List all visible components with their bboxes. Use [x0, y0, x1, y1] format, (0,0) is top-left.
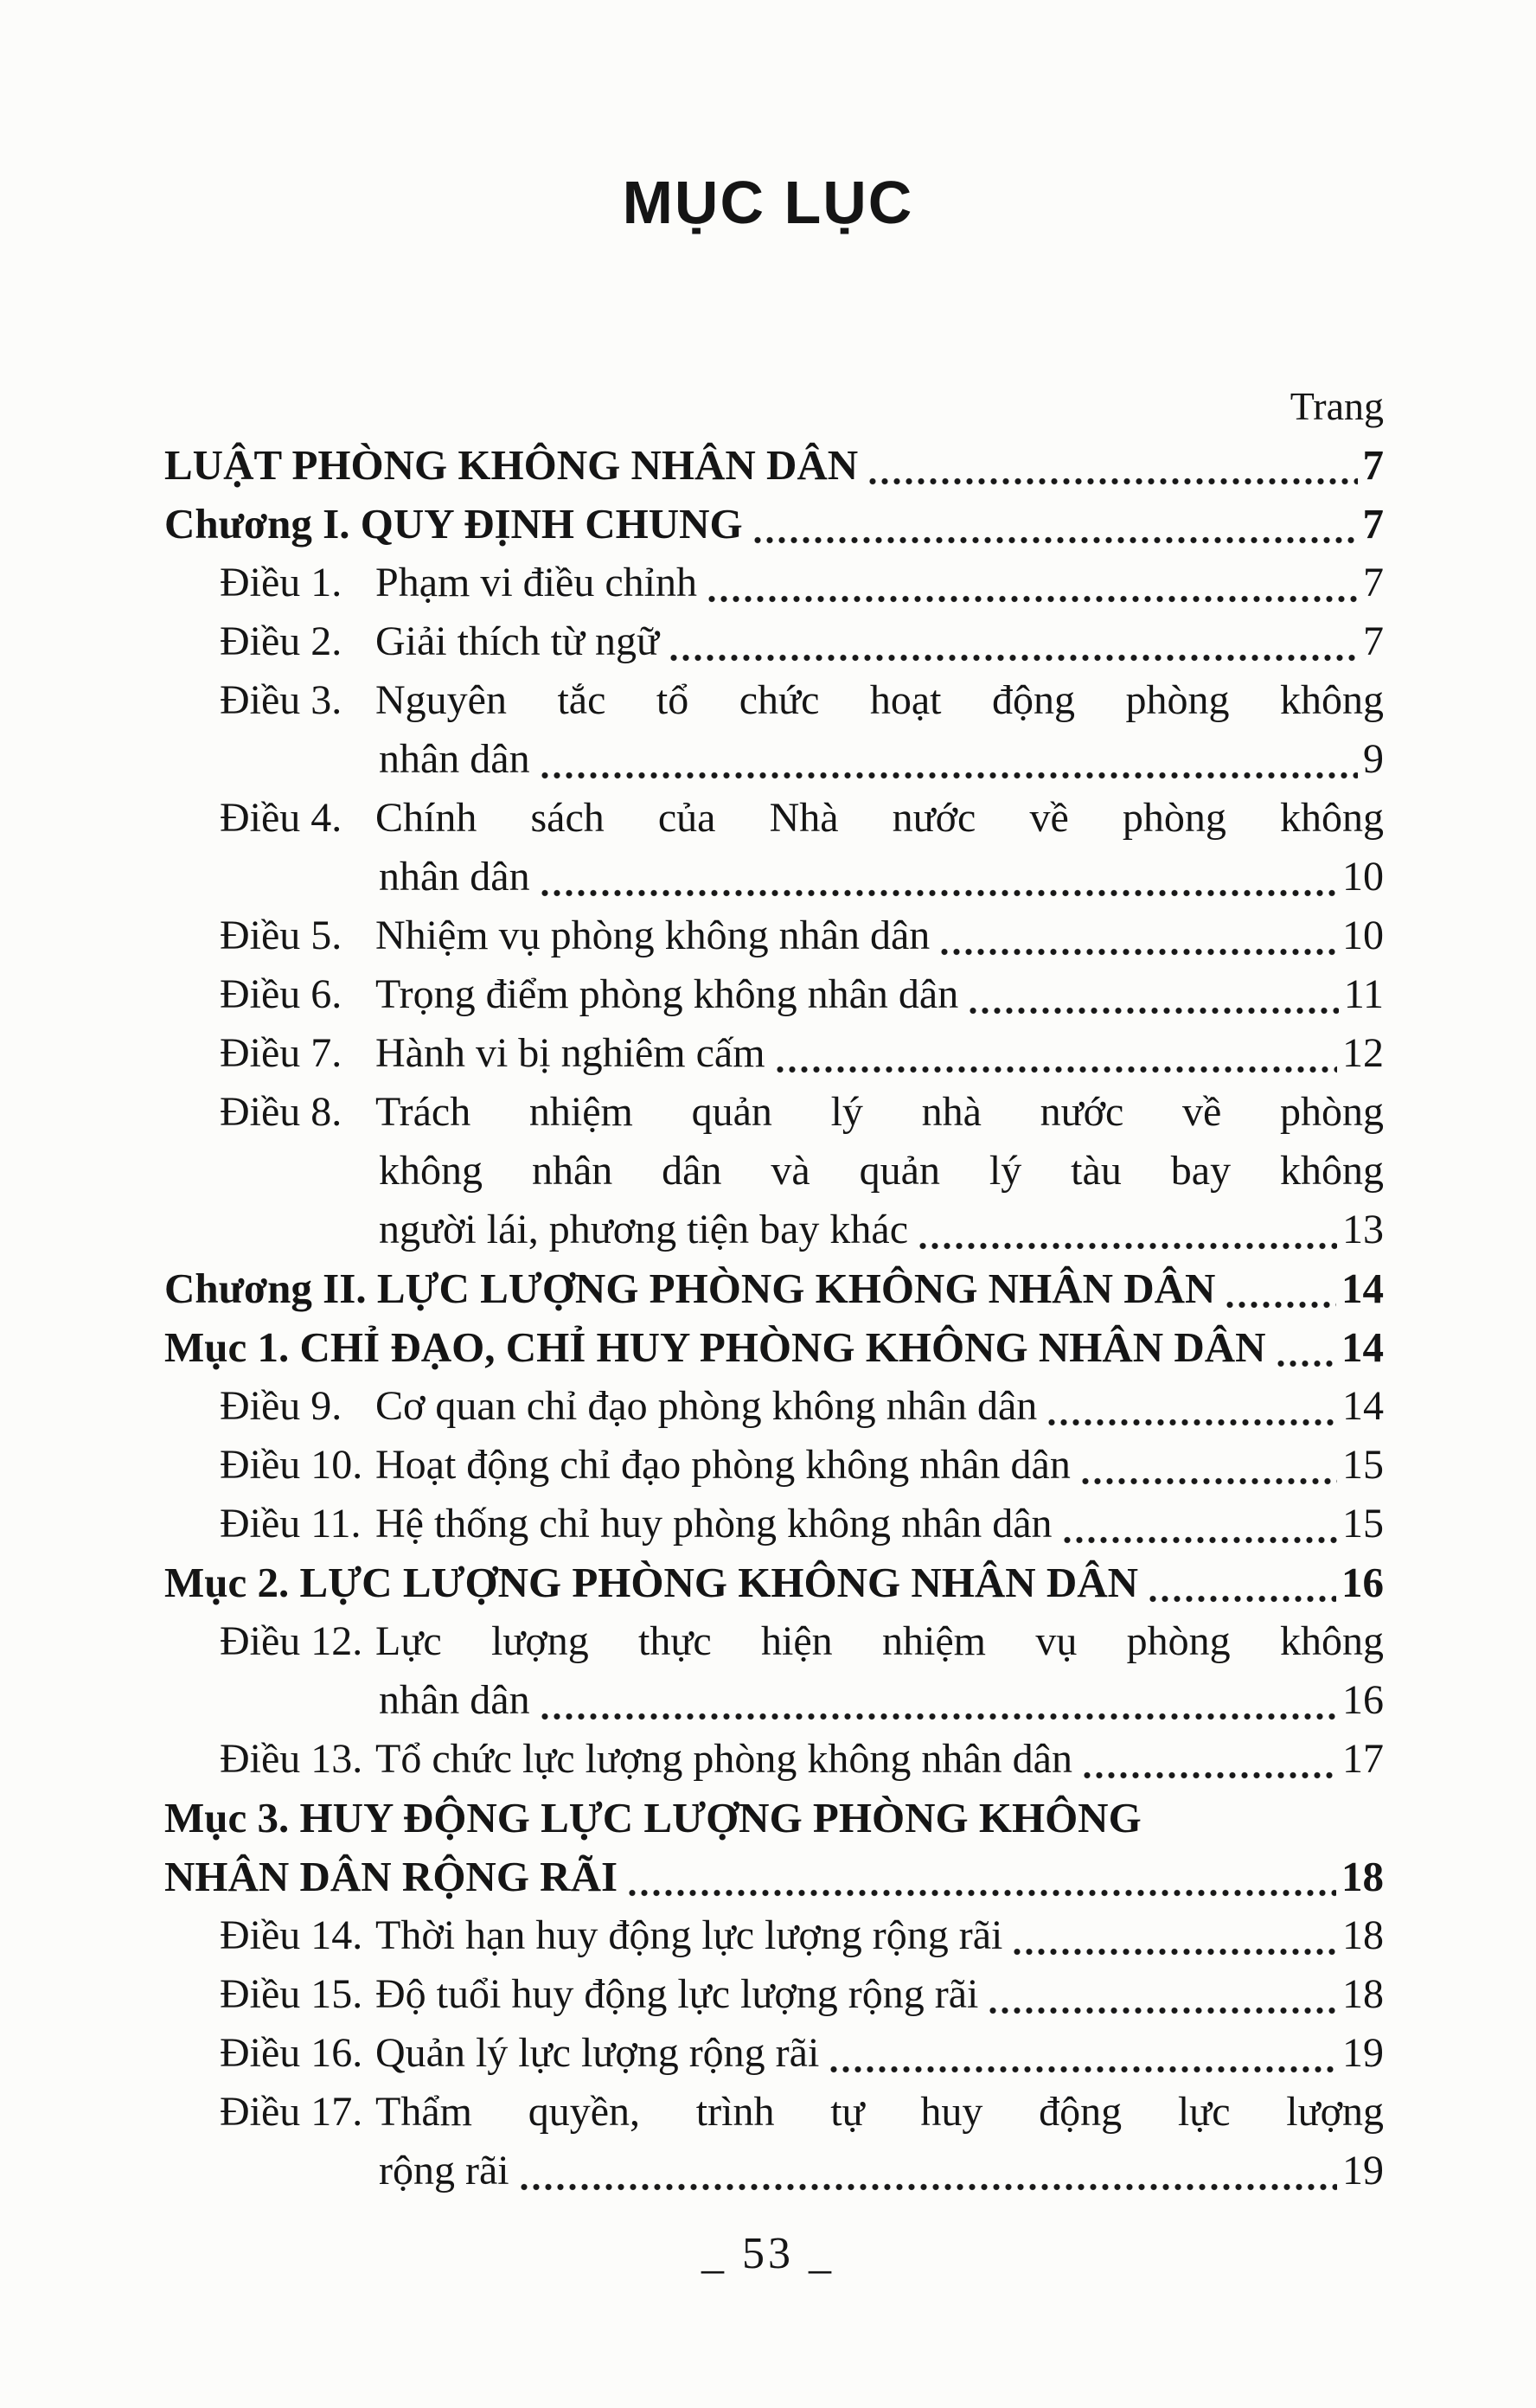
dotted-leader	[774, 1066, 1337, 1073]
entry-text: Thời hạn huy động lực lượng rộng rãi	[375, 1912, 1003, 1958]
entry-text: NHÂN DÂN RỘNG RÃI	[164, 1853, 618, 1900]
toc-line	[164, 436, 1384, 495]
page-number: 7	[1362, 500, 1384, 548]
entry-label: Điều 15.	[220, 1971, 363, 2017]
toc-line	[379, 2142, 1384, 2200]
dotted-leader	[626, 1889, 1336, 1897]
page-number: 10	[1342, 854, 1384, 900]
entry-text: Lực lượng thực hiện nhiệm vụ phòng không	[375, 1618, 1384, 1664]
entry-label: Điều 13.	[220, 1736, 363, 1782]
entry-label: Điều 10.	[220, 1442, 363, 1488]
toc-entry	[164, 2024, 1384, 2083]
toc-line	[220, 1083, 1384, 1142]
dotted-leader	[1011, 1948, 1337, 1956]
page-footer-number: _ 53 _	[701, 2229, 835, 2278]
page-number: 19	[1342, 2030, 1384, 2076]
dotted-leader	[987, 2007, 1337, 2014]
entry-label: Điều 12.	[220, 1618, 363, 1664]
toc-line	[379, 1142, 1384, 1201]
toc-line	[220, 1730, 1384, 1789]
toc-entry	[164, 1436, 1384, 1495]
dotted-leader	[1079, 1477, 1337, 1485]
dotted-leader	[706, 595, 1358, 603]
toc-entry	[164, 612, 1384, 671]
toc-entry	[164, 1730, 1384, 1789]
dotted-leader	[518, 2183, 1337, 2191]
dotted-leader	[1147, 1595, 1336, 1603]
toc-entry	[164, 1965, 1384, 2024]
toc-line	[220, 671, 1384, 730]
toc-line	[220, 612, 1384, 671]
dotted-leader	[668, 654, 1358, 662]
toc-entry	[164, 436, 1384, 495]
entry-label: Điều 6.	[220, 971, 342, 1017]
entry-text: không nhân dân và quản lý tàu bay không	[379, 1148, 1384, 1194]
entry-label: Điều 9.	[220, 1383, 342, 1429]
page-column-header: Trang	[1290, 384, 1384, 428]
toc-entry	[164, 1318, 1384, 1377]
entry-text: Hệ thống chỉ huy phòng không nhân dân	[375, 1501, 1053, 1547]
entry-text: Mục 2. LỰC LƯỢNG PHÒNG KHÔNG NHÂN DÂN	[164, 1559, 1139, 1606]
dotted-leader	[917, 1242, 1337, 1250]
toc-entry	[164, 1377, 1384, 1436]
toc-line	[220, 2083, 1384, 2142]
entry-label: Điều 3.	[220, 677, 342, 723]
toc-entry	[164, 1495, 1384, 1553]
toc-line	[379, 730, 1384, 789]
page-number: 15	[1342, 1442, 1384, 1488]
entry-label: Điều 16.	[220, 2030, 363, 2076]
toc-line	[220, 2024, 1384, 2083]
toc-line	[164, 1789, 1384, 1848]
entry-text: Trọng điểm phòng không nhân dân	[375, 971, 959, 1017]
entry-label: Điều 11.	[220, 1501, 362, 1547]
toc-line	[220, 789, 1384, 848]
page-number: 16	[1341, 1559, 1384, 1606]
entry-text: Độ tuổi huy động lực lượng rộng rãi	[375, 1971, 979, 2017]
entry-text: Tổ chức lực lượng phòng không nhân dân	[375, 1736, 1072, 1782]
toc-line	[220, 1495, 1384, 1553]
dotted-leader	[867, 477, 1357, 485]
page-number: 11	[1343, 971, 1384, 1017]
page-number: 18	[1342, 1971, 1384, 2017]
entry-text: Cơ quan chỉ đạo phòng không nhân dân	[375, 1383, 1038, 1429]
toc-line	[164, 495, 1384, 554]
toc-line	[220, 1436, 1384, 1495]
page-number: 15	[1342, 1501, 1384, 1547]
page-number: 9	[1363, 736, 1384, 782]
toc-entry	[164, 671, 1384, 789]
entry-label: Điều 14.	[220, 1912, 363, 1958]
toc-entry	[164, 906, 1384, 965]
table-of-contents	[164, 377, 1384, 2200]
dotted-leader	[1081, 1771, 1337, 1779]
page-number: 19	[1342, 2148, 1384, 2193]
page-title: MỤC LỤC	[622, 169, 914, 236]
toc-entry	[164, 1083, 1384, 1259]
toc-line	[220, 906, 1384, 965]
toc-line	[164, 1318, 1384, 1377]
page-number: 17	[1342, 1736, 1384, 1782]
toc-entry	[164, 554, 1384, 612]
entry-text: Chính sách của Nhà nước về phòng không	[375, 795, 1384, 841]
entry-text: Thẩm quyền, trình tự huy động lực lượng	[375, 2089, 1384, 2135]
entry-text: rộng rãi	[379, 2148, 509, 2193]
dotted-leader	[938, 948, 1337, 956]
entry-text: Chương I. QUY ĐỊNH CHUNG	[164, 500, 743, 548]
entry-label: Điều 4.	[220, 795, 342, 841]
toc-entry	[164, 1789, 1384, 1906]
toc-entry	[164, 1024, 1384, 1083]
toc-line	[220, 1024, 1384, 1083]
dotted-leader	[1224, 1301, 1336, 1309]
entry-text: LUẬT PHÒNG KHÔNG NHÂN DÂN	[164, 441, 859, 489]
entry-label: Điều 8.	[220, 1089, 342, 1135]
page-number: 18	[1341, 1853, 1384, 1900]
entry-label: Điều 2.	[220, 618, 342, 664]
entry-text: Mục 3. HUY ĐỘNG LỰC LƯỢNG PHÒNG KHÔNG	[164, 1794, 1142, 1841]
toc-line	[379, 1671, 1384, 1730]
toc-entry	[164, 789, 1384, 906]
toc-entry	[164, 965, 1384, 1024]
entry-text: nhân dân	[379, 1677, 530, 1723]
entry-text: Giải thích từ ngữ	[375, 618, 659, 664]
toc-line	[220, 1965, 1384, 2024]
page-number: 10	[1342, 913, 1384, 958]
entry-text: Hoạt động chỉ đạo phòng không nhân dân	[375, 1442, 1071, 1488]
toc-line	[379, 848, 1384, 906]
dotted-leader	[1275, 1360, 1336, 1367]
dotted-leader	[967, 1007, 1339, 1015]
page-number: 13	[1342, 1207, 1384, 1252]
entry-text: nhân dân	[379, 736, 530, 782]
dotted-leader	[539, 889, 1337, 897]
entry-text: Trách nhiệm quản lý nhà nước về phòng	[375, 1089, 1384, 1135]
toc-line	[164, 1848, 1384, 1906]
toc-line	[220, 1377, 1384, 1436]
entry-text: nhân dân	[379, 854, 530, 900]
page-number: 18	[1342, 1912, 1384, 1958]
entry-text: Phạm vi điều chỉnh	[375, 560, 697, 605]
entry-label: Điều 5.	[220, 913, 342, 958]
toc-entry	[164, 1612, 1384, 1730]
dotted-leader	[1046, 1419, 1337, 1426]
entry-label: Điều 7.	[220, 1030, 342, 1076]
entry-text: Nguyên tắc tổ chức hoạt động phòng không	[375, 677, 1384, 723]
dotted-leader	[828, 2065, 1337, 2073]
dotted-leader	[752, 536, 1358, 544]
page-number: 7	[1363, 560, 1384, 605]
entry-text: Chương II. LỰC LƯỢNG PHÒNG KHÔNG NHÂN DÂN	[164, 1265, 1216, 1312]
page-number: 14	[1342, 1383, 1384, 1429]
toc-entry	[164, 495, 1384, 554]
entry-label: Điều 1.	[220, 560, 342, 605]
dotted-leader	[539, 772, 1358, 779]
entry-text: Hành vi bị nghiêm cấm	[375, 1030, 765, 1076]
toc-line	[220, 554, 1384, 612]
toc-line	[379, 1201, 1384, 1259]
toc-entry	[164, 1259, 1384, 1318]
toc-line	[164, 1259, 1384, 1318]
toc-line	[164, 1553, 1384, 1612]
page-number: 16	[1342, 1677, 1384, 1723]
entry-text: Quản lý lực lượng rộng rãi	[375, 2030, 820, 2076]
toc-line	[220, 1906, 1384, 1965]
toc-entry	[164, 1906, 1384, 1965]
dotted-leader	[1061, 1536, 1337, 1544]
page-number: 14	[1341, 1265, 1384, 1312]
toc-line	[220, 1612, 1384, 1671]
toc-entry	[164, 2083, 1384, 2200]
entry-text: Mục 1. CHỈ ĐẠO, CHỈ HUY PHÒNG KHÔNG NHÂN DÂN	[164, 1323, 1266, 1371]
toc-line	[220, 965, 1384, 1024]
entry-text: người lái, phương tiện bay khác	[379, 1207, 908, 1252]
page-number: 12	[1342, 1030, 1384, 1076]
page-number: 7	[1363, 618, 1384, 664]
toc-list	[164, 436, 1384, 2200]
entry-text: Nhiệm vụ phòng không nhân dân	[375, 913, 931, 958]
toc-entry	[164, 1553, 1384, 1612]
dotted-leader	[539, 1713, 1337, 1720]
page-number: 7	[1362, 441, 1384, 489]
entry-label: Điều 17.	[220, 2089, 363, 2135]
page-number: 14	[1341, 1323, 1384, 1371]
